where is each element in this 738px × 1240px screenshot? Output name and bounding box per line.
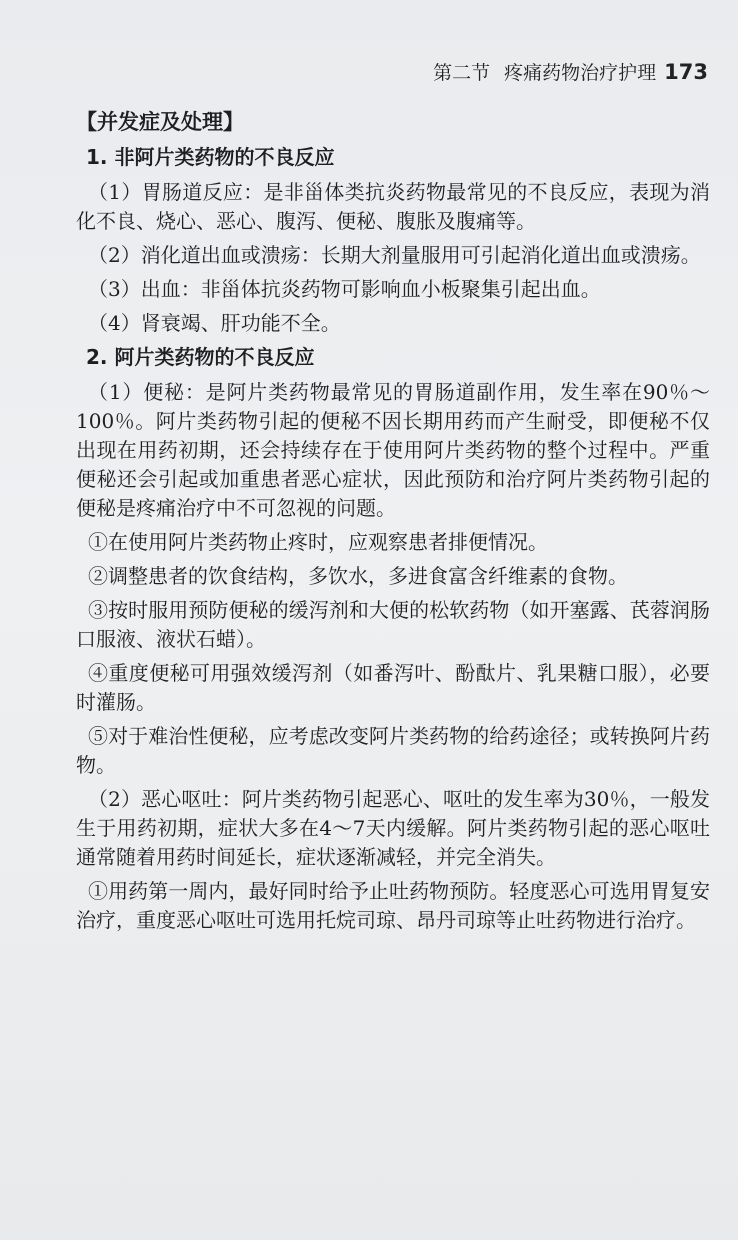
list-item-constipation-3: ③按时服用预防便秘的缓泻剂和大便的松软药物（如开塞露、芪蓉润肠口服液、液状石蜡）。 bbox=[76, 598, 710, 651]
section-heading: 【并发症及处理】 bbox=[76, 110, 244, 134]
page-body bbox=[76, 108, 710, 940]
subheading-non-opioid: 1. 非阿片类药物的不良反应 bbox=[86, 145, 335, 169]
paragraph-renal-hepatic: （4）肾衰竭、肝功能不全。 bbox=[88, 311, 341, 335]
running-header bbox=[433, 58, 708, 85]
paragraph-gi-bleeding: （2）消化道出血或溃疡：长期大剂量服用可引起消化道出血或溃疡。 bbox=[88, 243, 701, 267]
header-section: 第二节 bbox=[433, 62, 491, 84]
paragraph-gi-reaction: （1）胃肠道反应：是非甾体类抗炎药物最常见的不良反应，表现为消化不良、烧心、恶心、腹泻、便秘、腹胀及腹痛等。 bbox=[76, 180, 710, 233]
paragraph-nausea: （2）恶心呕吐：阿片类药物引起恶心、呕吐的发生率为30％，一般发生于用药初期，症状大多在4～7天内缓解。阿片类药物引起的恶心呕吐通常随着用药时间延长，症状逐渐减轻，并完全消失。 bbox=[76, 787, 710, 869]
header-title: 疼痛药物治疗护理 bbox=[504, 62, 657, 84]
list-item-nausea-1: ①用药第一周内，最好同时给予止吐药物预防。轻度恶心可选用胃复安治疗，重度恶心呕吐可选用托烷司琼、昂丹司琼等止吐药物进行治疗。 bbox=[76, 879, 710, 932]
subheading-opioid: 2. 阿片类药物的不良反应 bbox=[86, 345, 315, 369]
list-item-constipation-1: ①在使用阿片类药物止疼时，应观察患者排便情况。 bbox=[88, 530, 548, 554]
list-item-constipation-5: ⑤对于难治性便秘，应考虑改变阿片类药物的给药途径；或转换阿片药物。 bbox=[76, 724, 710, 777]
list-item-constipation-4: ④重度便秘可用强效缓泻剂（如番泻叶、酚酞片、乳果糖口服），必要时灌肠。 bbox=[76, 661, 710, 714]
paragraph-bleeding: （3）出血：非甾体抗炎药物可影响血小板聚集引起出血。 bbox=[88, 277, 601, 301]
page-number: 173 bbox=[664, 60, 708, 84]
paragraph-constipation: （1）便秘：是阿片类药物最常见的胃肠道副作用，发生率在90％～100％。阿片类药物引起的便秘不因长期用药而产生耐受，即便秘不仅出现在用药初期，还会持续存在于使用阿片类药物的整个过程中。严重便秘还会引起或加重患者恶心症状，因此预防和治疗阿片类药物引起的便秘是疼痛治疗中不可忽视的问题。 bbox=[76, 380, 710, 520]
list-item-constipation-2: ②调整患者的饮食结构，多饮水，多进食富含纤维素的食物。 bbox=[88, 564, 628, 588]
